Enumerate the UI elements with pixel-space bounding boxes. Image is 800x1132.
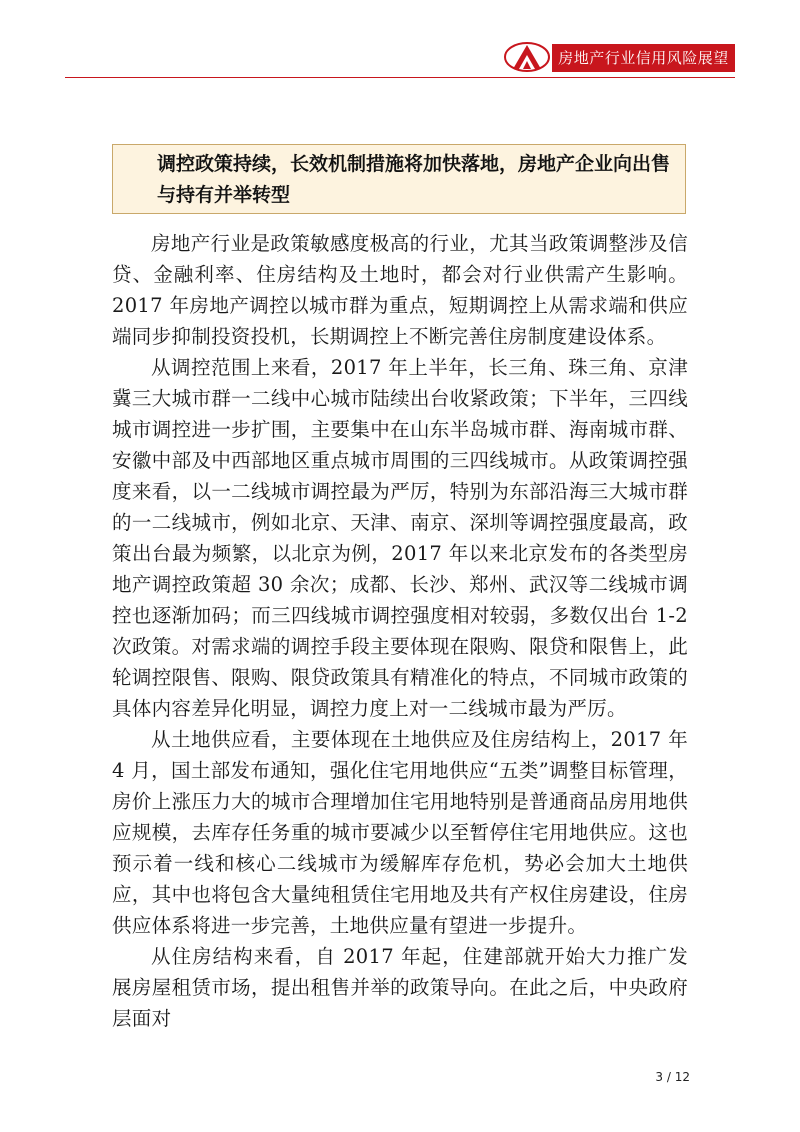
section-heading-box [112,144,686,214]
section-heading: 调控政策持续，长效机制措施将加快落地，房地产企业向出售与持有并举转型 [157,153,671,206]
company-logo-icon [503,39,551,73]
header-divider [65,77,735,78]
body-text [112,228,688,1034]
paragraph: 房地产行业是政策敏感度极高的行业，尤其当政策调整涉及信贷、金融利率、住房结构及土地时，都会对行业供需产生影响。2017 年房地产调控以城市群为重点，短期调控上从需求端和供应端同步抑制投资投机，长期调控上不断完善住房制度建设体系。 [112,232,688,348]
paragraph: 从住房结构来看，自 2017 年起，住建部就开始大力推广发展房屋租赁市场，提出租售并举的政策导向。在此之后，中央政府层面对 [112,945,688,1030]
paragraph: 从土地供应看，主要体现在土地供应及住房结构上，2017 年 4 月，国土部发布通知，强化住宅用地供应“五类”调整目标管理，房价上涨压力大的城市合理增加住宅用地特别是普通商品房用地供应规模，去库存任务重的城市要减少以至暂停住宅用地供应。这也预示着一线和核心二线城市为缓解库存危机，势必会加大土地供应，其中也将包含大量纯租赁住宅用地及共有产权住房建设，住房供应体系将进一步完善，土地供应量有望进一步提升。 [112,728,688,937]
paragraph: 从调控范围上来看，2017 年上半年，长三角、珠三角、京津冀三大城市群一二线中心城市陆续出台收紧政策；下半年，三四线城市调控进一步扩围，主要集中在山东半岛城市群、海南城市群、安徽中部及中西部地区重点城市周围的三四线城市。从政策调控强度来看，以一二线城市调控最为严厉，特别为东部沿海三大城市群的一二线城市，例如北京、天津、南京、深圳等调控强度最高，政策出台最为频繁，以北京为例，2017 年以来北京发布的各类型房地产调控政策超 30 余次；成都、长沙、郑州、武汉等二线城市调控也逐渐加码；而三四线城市调控强度相对较弱，多数仅出台 1-2 次政策。对需求端的调控手段主要体现在限购、限贷和限售上，此轮调控限售、限购、限贷政策具有精准化的特点，不同城市政策的具体内容差异化明显，调控力度上对一二线城市最为严厉。 [112,356,688,720]
report-title-tab: 房地产行业信用风险展望 [552,44,735,72]
page-number: 3 / 12 [655,1070,690,1084]
